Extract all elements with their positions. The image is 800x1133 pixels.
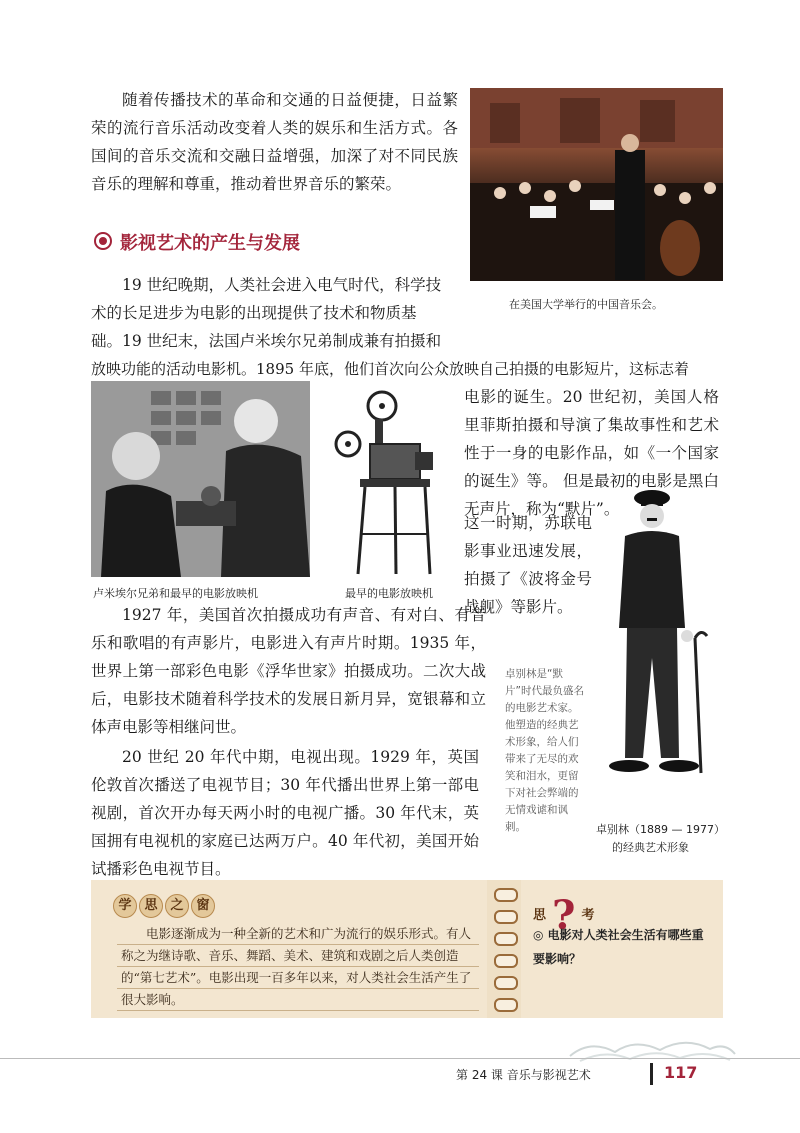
question-mark-icon: ? — [552, 892, 576, 939]
body-p1-line1: 19 世纪晚期，人类社会进入电气时代，科学技 — [122, 276, 442, 294]
study-window-panel — [91, 880, 487, 1018]
section-heading-text: 影视艺术的产生与发展 — [120, 233, 300, 254]
body-p3-text: 20 世纪 20 年代中期，电视出现。1929 年，英国伦敦首次播送了电视节目；30 年代播出世界上第一部电视剧，首次开办每天两小时的电视广播。30 年代末，英国拥有电视机的家庭已达两万户。40 年代初，美国开始试播彩色电视节目。 — [91, 748, 479, 878]
binding-ring — [494, 998, 518, 1012]
early-projector-illustration — [330, 384, 440, 579]
body-p1-narrow: 这一时期，苏联电影事业迅速发展，拍摄了《波将金号战舰》等影片。 — [464, 514, 592, 616]
concert-photo — [470, 88, 723, 281]
intro-paragraph: 随着传播技术的革命和交通的日益便捷，日益繁荣的流行音乐活动改变着人类的娱乐和生活方式。各国间的音乐交流和交融日益增强，加深了对不同民族音乐的理解和尊重，推动着世界音乐的繁荣。 — [91, 91, 458, 193]
chaplin-caption-1: 卓别林（1889 — 1977） — [596, 823, 725, 836]
study-window-title — [113, 894, 217, 918]
intro-paragraph-block — [91, 86, 458, 198]
body-p1-line4: 放映功能的活动电影机。1895 年底，他们首次向公众放映自己拍摄的电影短片，这标志着 — [91, 360, 689, 378]
page-number: 117 — [664, 1063, 698, 1082]
think-question: ◎ 电影对人类社会生活有哪些重要影响？ — [533, 928, 704, 966]
footer-lesson: 第 24 课 音乐与影视艺术 — [456, 1068, 591, 1082]
lumiere-brothers-photo — [91, 381, 310, 577]
notebook-binding — [487, 880, 521, 1018]
think-title-right: 考 — [581, 908, 595, 923]
binding-ring — [494, 954, 518, 968]
think-panel — [521, 880, 723, 1018]
concert-photo-caption: 在美国大学举行的中国音乐会。 — [509, 298, 663, 311]
body-p1-line3: 础。19 世纪末，法国卢米埃尔兄弟制成兼有拍摄和 — [91, 332, 442, 350]
body-p1-right: 电影的诞生。20 世纪初，美国人格里菲斯拍摄和导演了集故事性和艺术性于一身的电影作品，如《一个国家的诞生》等。 但是最初的电影是黑白无声片，称为“默片”。 — [464, 388, 719, 518]
study-think-box — [91, 880, 723, 1018]
body-p1-line2: 术的长足进步为电影的出现提供了技术和物质基 — [91, 304, 417, 322]
chaplin-caption-2: 的经典艺术形象 — [612, 841, 689, 854]
lumiere-photo-caption: 卢米埃尔兄弟和最早的电影放映机 — [93, 587, 258, 600]
footer-separator — [650, 1063, 653, 1085]
study-title-char-2: 思 — [139, 894, 163, 918]
section-heading — [94, 229, 300, 255]
binding-ring — [494, 932, 518, 946]
chaplin-side-note: 卓别林是“默片”时代最负盛名的电影艺术家。他塑造的经典艺术形象，给人们带来了无尽的欢笑和泪水，更留下对社会弊端的无情戏谑和讽刺。 — [505, 668, 584, 833]
think-title-left: 思 — [533, 908, 547, 923]
study-title-char-4: 窗 — [191, 894, 215, 918]
chaplin-figure — [597, 488, 715, 788]
binding-ring — [494, 976, 518, 990]
study-title-char-3: 之 — [165, 894, 189, 918]
body-p2-text: 1927 年，美国首次拍摄成功有声音、有对白、有音乐和歌唱的有声影片，电影进入有声片时期。1935 年，世界上第一部彩色电影《浮华世家》拍摄成功。二次大战后，电影技术随着科学技术的发展日新月异，宽银幕和立体声电影等相继问世。 — [91, 606, 486, 736]
binding-ring — [494, 910, 518, 924]
footer-divider — [0, 1058, 800, 1059]
body-paragraph-1-wide — [91, 355, 731, 383]
projector-caption: 最早的电影放映机 — [345, 587, 433, 600]
section-bullet-icon — [94, 232, 112, 250]
body-paragraph-2 — [91, 601, 591, 741]
body-paragraph-1-top — [91, 271, 458, 355]
binding-ring — [494, 888, 518, 902]
study-window-text: 电影逐渐成为一种全新的艺术和广为流行的娱乐形式。有人称之为继诗歌、音乐、舞蹈、美术、建筑和戏剧之后人类创造的“第七艺术”。电影出现一百多年以来，对人类社会生活产生了很大影响。 — [121, 926, 472, 1007]
cloud-ornament-icon — [560, 1034, 740, 1064]
body-paragraph-3 — [91, 743, 479, 883]
study-title-char-1: 学 — [113, 894, 137, 918]
